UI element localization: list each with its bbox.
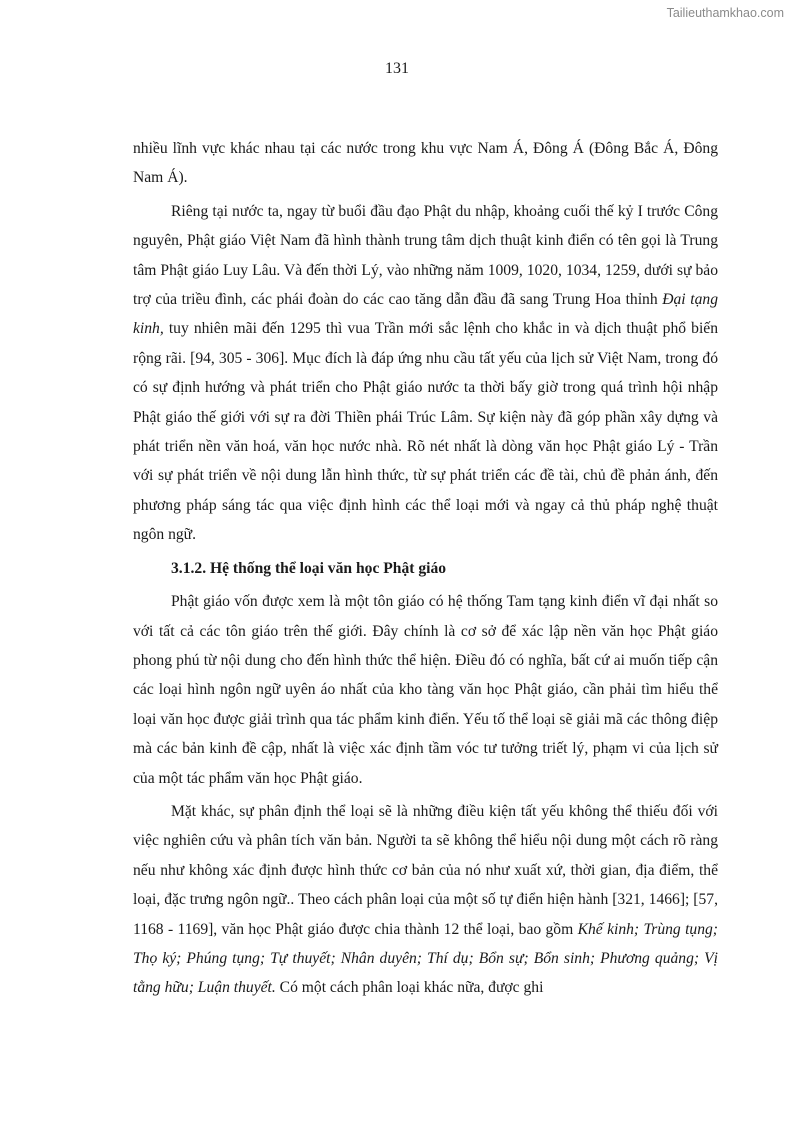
paragraph-3: Phật giáo vốn được xem là một tôn giáo có hệ thống Tam tạng kinh điển vĩ đại nhất so với tất cả các tôn giáo trên thế giới. Đây chính là cơ sở để xác lập nền văn học Phật giáo phong phú từ nội dung cho đến hình thức thể hiện. Điều đó có nghĩa, bất cứ ai muốn tiếp cận các loại hình ngôn ngữ uyên áo nhất của kho tàng văn học Phật giáo, cần phải tìm hiểu thể loại văn học được giải trình qua tác phẩm kinh điển. Yếu tố thể loại sẽ giải mã các thông điệp mà các bản kinh đề cập, nhất là việc xác định tầm vóc tư tưởng triết lý, phạm vi của lịch sử của một tác phẩm văn học Phật giáo. (133, 593, 718, 787)
page-number: 131 (385, 60, 409, 77)
paragraph-2-text-b: tuy nhiên mãi đến 1295 thì vua Trần mới sắc lệnh cho khắc in và dịch thuật phổ biến rộng rãi. [94, 305 - 306]. Mục đích là đáp ứng nhu cầu tất yếu của lịch sử Việt Nam, trong đó có sự định hướng và phát triển cho Phật giáo nước ta thời bấy giờ trong quá trình hội nhập Phật giáo thế giới với sự ra đời Thiền phái Trúc Lâm. Sự kiện này đã góp phần xây dựng và phát triển nền văn hoá, văn học nước nhà. Rõ nét nhất là dòng văn học Phật giáo Lý - Trần với sự phát triển về nội dung lẫn hình thức, từ sự phát triển các đề tài, chủ đề phản ánh, đến phương pháp sáng tác qua việc định hình các thể loại mới và ngay cả thủ pháp nghệ thuật ngôn ngữ. (133, 320, 718, 544)
paragraph-4 (133, 797, 718, 1003)
paragraph-2-italic: Đại tạng kinh, (133, 291, 718, 338)
paragraph-2-text-a: Riêng tại nước ta, ngay từ buổi đầu đạo Phật du nhập, khoảng cuối thế kỷ I trước Công nguyên, Phật giáo Việt Nam đã hình thành trung tâm dịch thuật kinh điển có tên gọi là Trung tâm Phật giáo Luy Lâu. Và đến thời Lý, vào những năm 1009, 1020, 1034, 1259, dưới sự bảo trợ của triều đình, các phái đoàn do các cao tăng dẫn đầu đã sang Trung Hoa thỉnh (133, 202, 718, 309)
paragraph-2 (133, 197, 718, 550)
watermark: Tailieuthamkhao.com (666, 6, 784, 20)
paragraph-4-text-b: Có một cách phân loại khác nữa, được ghi (275, 979, 544, 997)
paragraph-4-text-a: Mặt khác, sự phân định thể loại sẽ là những điều kiện tất yếu không thể thiếu đối với việc nghiên cứu và phân tích văn bản. Người ta sẽ không thể hiểu nội dung một cách rõ ràng nếu như không xác định được hình thức cơ bản của nó như xuất xứ, thời gian, địa điểm, thể loại, đặc trưng ngôn ngữ.. Theo cách phân loại của một số tự điển hiện hành [321, 1466]; [57, 1168 - 1169], văn học Phật giáo được chia thành 12 thể loại, bao gồm (133, 802, 718, 938)
paragraph-4-italic: Khế kinh; Trùng tụng; Thọ ký; Phúng tụng; Tự thuyết; Nhân duyên; Thí dụ; Bổn sự; Bổn sinh; Phương quảng; Vị tằng hữu; Luận thuyết. (133, 920, 718, 997)
paragraph-1: nhiều lĩnh vực khác nhau tại các nước trong khu vực Nam Á, Đông Á (Đông Bắc Á, Đông Nam Á). (133, 140, 718, 187)
document-body (133, 134, 718, 1003)
section-heading: 3.1.2. Hệ thống thể loại văn học Phật giáo (171, 559, 447, 577)
